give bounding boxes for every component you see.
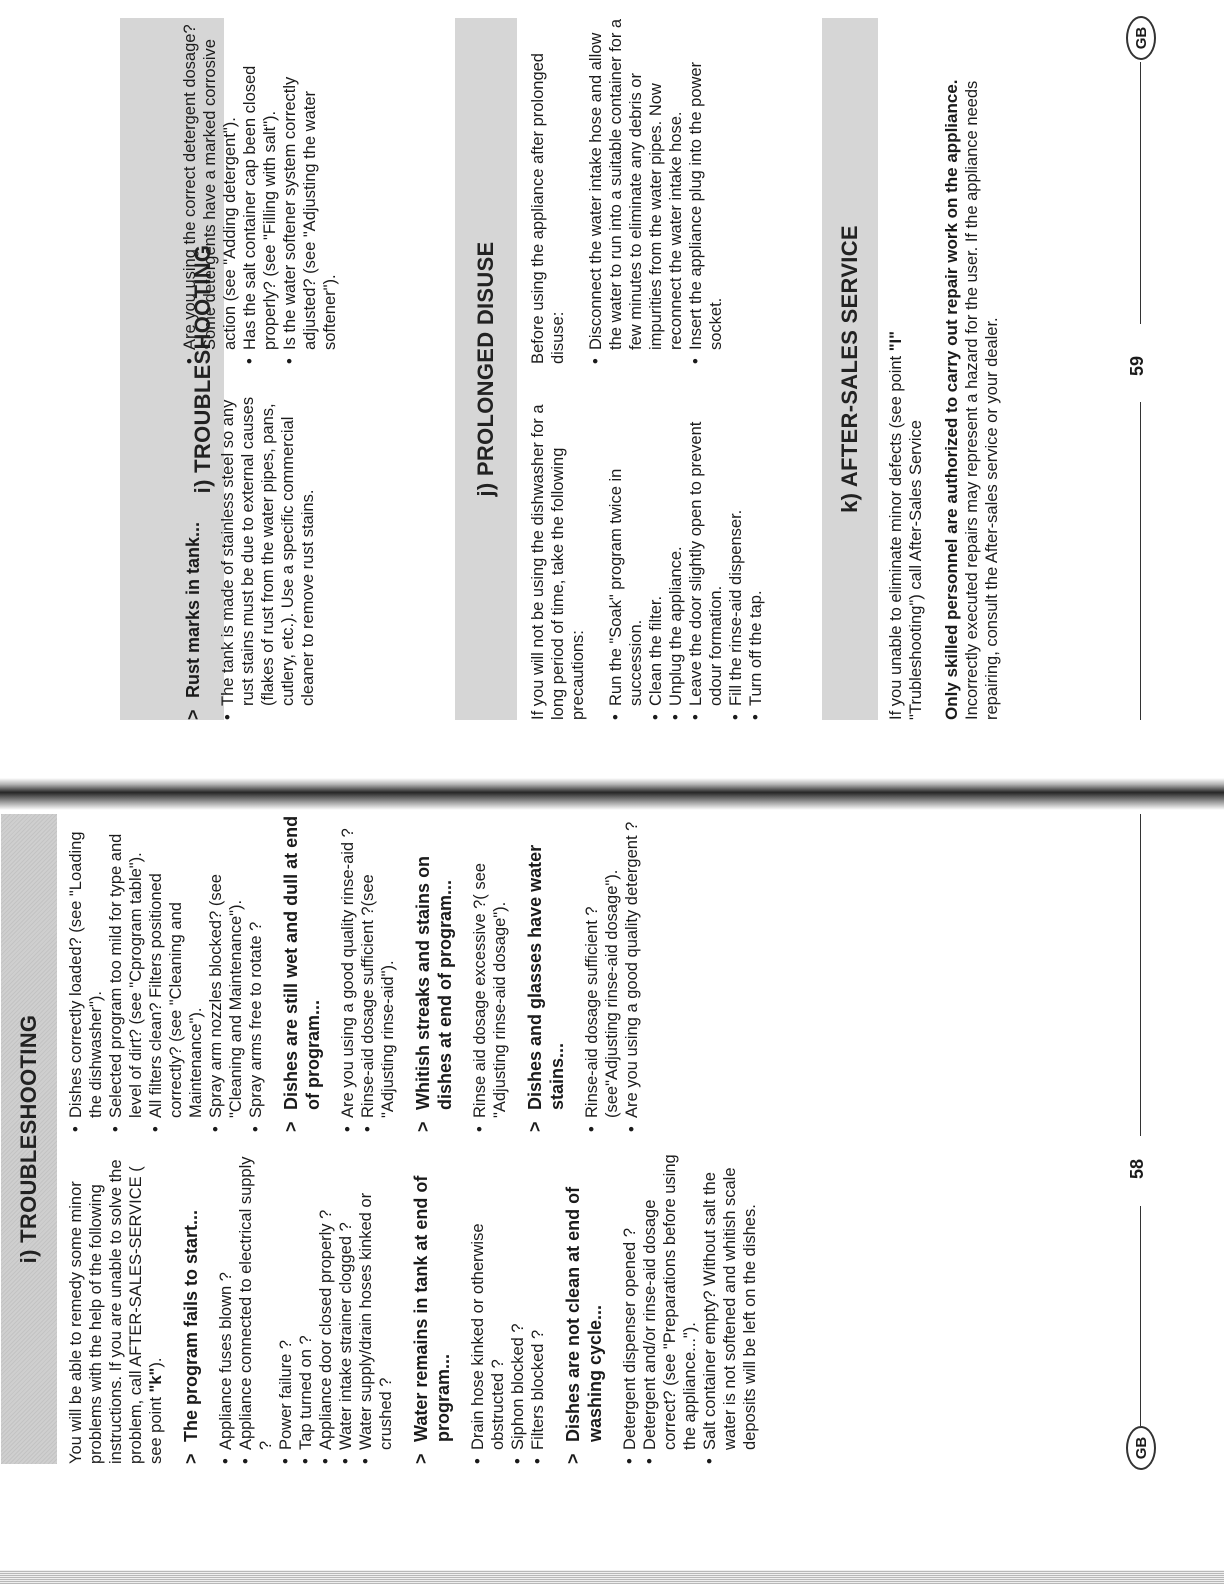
section-heading: >Rust marks in tank... — [183, 521, 203, 720]
intro-paragraph: You will be able to remedy some minor problems with the help of the following instructions. If you are unable to solve the problem, call AFTER-SALES-SERVICE ( see point "k"). — [67, 1159, 165, 1464]
list-item: • Leave the door slightly open to prevent odour formation. — [686, 380, 726, 720]
left-column-2 — [66, 814, 642, 1132]
service-paragraph: Incorrectly executed repairs may represent a hazard for the user. If the appliance needs repairing, consult the After-sales service or your dealer. — [963, 80, 1001, 720]
section-heading: >Water remains in tank at end of program... — [411, 1175, 453, 1464]
list-item: • Siphon blocked ? — [508, 1146, 528, 1464]
list-item: • Rinse-aid dosage sufficient ? (see"Adjusting rinse-aid dosage"). — [582, 814, 622, 1132]
page-58 — [0, 794, 1224, 1584]
list-item: • Spray arm nozzles blocked? (see "Cleaning and Maintenance"). — [206, 814, 246, 1132]
bullet-list — [338, 814, 398, 1132]
bullet-list — [586, 18, 726, 364]
section-title: k) AFTER-SALES SERVICE — [837, 225, 862, 513]
after-sales-banner — [822, 18, 878, 720]
service-paragraph: If you unable to eliminate minor defects (see point "I" "Trubleshooting") call After-Sales Service — [887, 331, 925, 720]
prolonged-disuse-banner — [455, 18, 517, 720]
page-number: 58 — [1127, 1158, 1147, 1179]
list-item: • Detergent dispenser opened ? — [620, 1146, 640, 1464]
section-heading: >Dishes are still wet and dull at end of program... — [281, 815, 323, 1132]
list-item: • Clean the filter. — [646, 380, 666, 720]
disuse-intro: If you will not be using the dishwasher for a long period of time, take the following precautions: — [529, 404, 587, 720]
section-title: j) PROLONGED DISUSE — [473, 241, 498, 497]
list-item: • Drain hose kinked or otherwise obstructed ? — [468, 1146, 508, 1464]
list-item: • Is the water softener system correctly adjusted? (see "Adjusting the water softener"). — [280, 18, 340, 364]
list-item: • Appliance connected to electrical supply ? — [236, 1146, 276, 1464]
section-title: i) TROUBLESHOOTING — [190, 244, 215, 494]
list-item: • Rinse aid dosage excessive ?( see "Adjusting rinse-aid dosage"). — [470, 814, 510, 1132]
bullet-list — [468, 1146, 548, 1464]
list-item: • Water intake strainer clogged ? — [336, 1146, 356, 1464]
list-item: • Unplug the appliance. — [666, 380, 686, 720]
list-item: • Detergent and/or rinse-aid dosage correct? (see "Preparations before using the appliance..."). — [640, 1146, 700, 1464]
page-number: 59 — [1127, 355, 1147, 376]
bullet-list — [66, 814, 266, 1132]
list-item: • Turn off the tap. — [746, 380, 766, 720]
list-item: • Tap turned on ? — [296, 1146, 316, 1464]
list-item: • Spray arms free to rotate ? — [246, 814, 266, 1132]
section-heading: >Dishes and glasses have water stains... — [525, 844, 567, 1132]
bullet-list — [218, 380, 318, 720]
bullet-list — [180, 18, 340, 364]
list-item: • Are you using a good quality detergent ? — [622, 814, 642, 1132]
section-title: i) TROUBLESHOOTING — [16, 1014, 41, 1264]
left-column-1 — [66, 1146, 760, 1464]
list-item: • All filters clean? Filters positioned correctly? (see "Cleaning and Maintenance"). — [146, 814, 206, 1132]
footer-rule — [1140, 1206, 1141, 1426]
list-item: • Are you using a good quality rinse-aid ? — [338, 814, 358, 1132]
gb-badge: GB — [1126, 16, 1156, 60]
footer-rule — [1140, 62, 1141, 324]
list-item: • Appliance fuses blown ? — [216, 1146, 236, 1464]
troubleshooting-banner — [1, 814, 57, 1464]
list-item: • Disconnect the water intake hose and allow the water to run into a suitable container for a few minutes to eliminate any debris or impurities from the water pipes. Now reconnect the water intake hose. — [586, 18, 686, 364]
list-item: • Power failure ? — [276, 1146, 296, 1464]
right-column-2 — [180, 18, 340, 364]
service-warning: Only skilled personnel are authorized to carry out repair work on the appliance. — [942, 79, 961, 720]
section-heading: >Whitish streaks and stains on dishes at end of program... — [413, 855, 455, 1132]
list-item: • Appliance door closed properly ? — [316, 1146, 336, 1464]
right-column-2 — [528, 18, 726, 364]
list-item: • Run the "Soak" program twice in succession. — [606, 380, 646, 720]
disuse-intro: Before using the appliance after prolonged disuse: — [529, 53, 567, 364]
list-item: • Filters blocked ? — [528, 1146, 548, 1464]
list-item: • Selected program too mild for type and level of dirt? (see "Cprogram table"). — [106, 814, 146, 1132]
right-column-1 — [528, 380, 766, 720]
list-item: • Fill the rinse-aid dispenser. — [726, 380, 746, 720]
list-item: • Salt container empty? Without salt the water is not softened and whitish scale deposits will be left on the dishes. — [700, 1146, 760, 1464]
bullet-list — [606, 380, 766, 720]
footer-rule — [1140, 402, 1141, 720]
list-item: • Are you using the correct detergent dosage? Some detergents have a marked corrosive action (see "Adding detergent"). — [180, 18, 240, 364]
list-item: • Water supply/drain hoses kinked or crushed ? — [356, 1146, 396, 1464]
service-text — [886, 20, 1002, 720]
bullet-list — [582, 814, 642, 1132]
bullet-list — [470, 814, 510, 1132]
list-item: • Rinse-aid dosage sufficient ?(see "Adjusting rinse-aid"). — [358, 814, 398, 1132]
list-item: • Insert the appliance plug into the power socket. — [686, 18, 726, 364]
section-heading: >Dishes are not clean at end of washing cycle... — [563, 1186, 605, 1464]
right-column-1 — [178, 380, 318, 720]
list-item: • Dishes correctly loaded? (see "Loading the dishwasher"). — [66, 814, 106, 1132]
list-item: • The tank is made of stainless steel so any rust stains must be due to external causes (flakes of rust from the water pipes, pans, cutlery, etc.). Use a specific commercial cleaner to remove rust stains. — [218, 380, 318, 720]
footer-rule — [1140, 814, 1141, 1136]
bullet-list — [620, 1146, 760, 1464]
bullet-list — [216, 1146, 396, 1464]
section-heading: >The program fails to start... — [181, 1209, 201, 1464]
gb-badge: GB — [1126, 1426, 1156, 1470]
list-item: • Has the salt container cap been closed properly? (see "Filling with salt"). — [240, 18, 280, 364]
